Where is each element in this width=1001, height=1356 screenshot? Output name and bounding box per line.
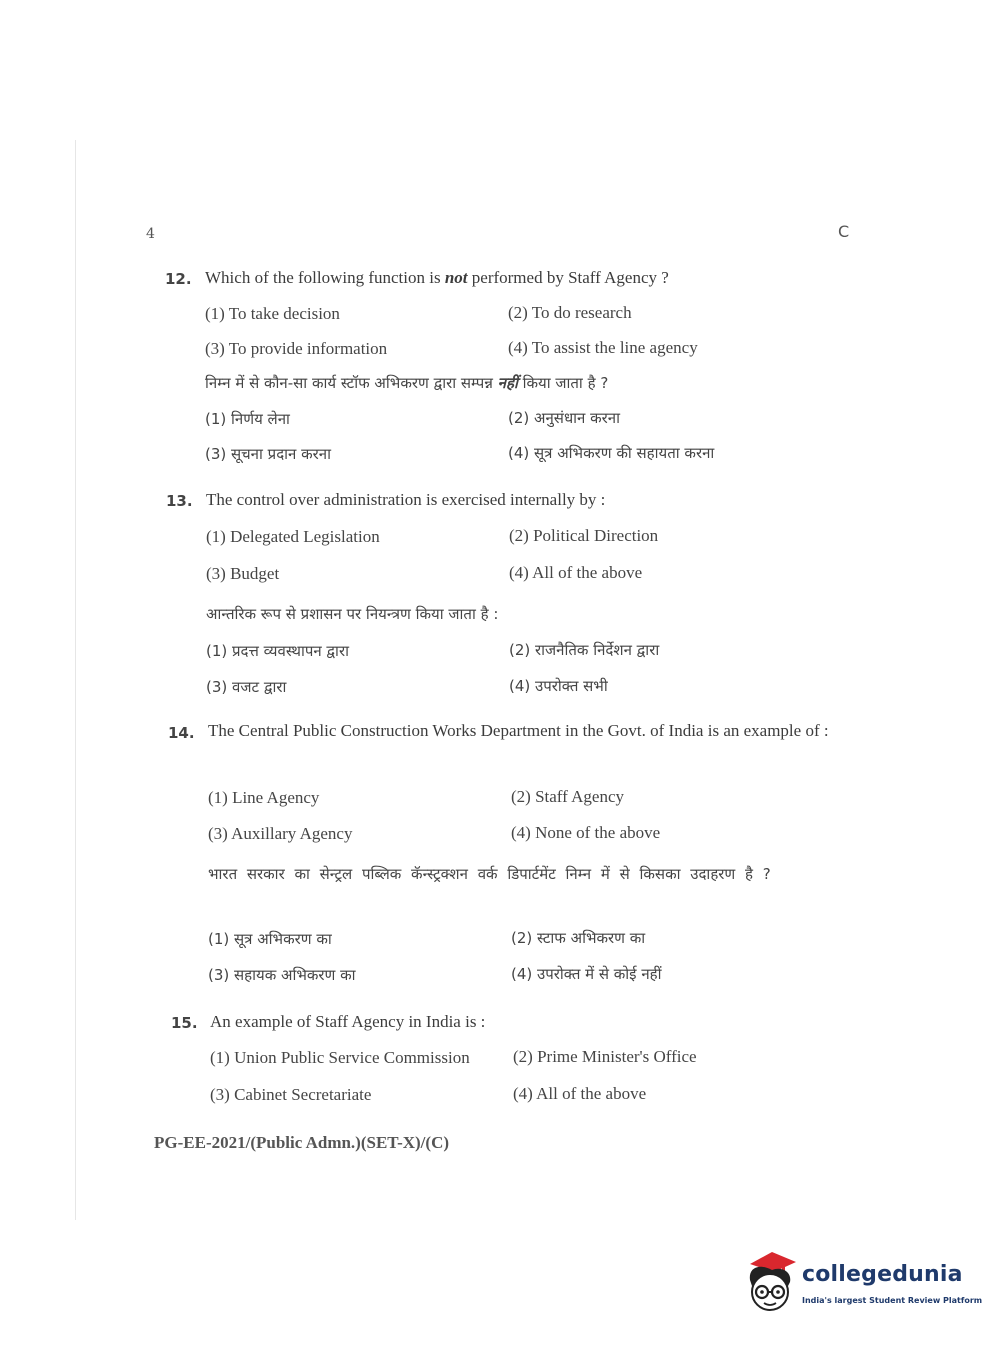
question-text-en: Which of the following function is not performed by Staff Agency ? [205, 268, 669, 287]
question-text-hi: आन्तरिक रूप से प्रशासन पर नियन्त्रण किया जाता है : [206, 605, 499, 623]
option-en-2: (2) Prime Minister's Office [513, 1047, 697, 1066]
option-hi-3: (3) सहायक अभिकरण का [208, 966, 356, 984]
option-hi-4: (4) उपरोक्त सभी [509, 677, 608, 695]
option-hi-1: (1) सूत्र अभिकरण का [208, 930, 332, 948]
question-text-hi: निम्न में से कौन-सा कार्य स्टॉफ अभिकरण द्वारा सम्पन्न नहीं किया जाता है ? [205, 374, 609, 392]
option-en-3: (3) Budget [206, 564, 280, 583]
option-en-3: (3) Cabinet Secretariate [210, 1085, 372, 1104]
option-en-1: (1) Delegated Legislation [206, 527, 380, 546]
set-code: C [838, 222, 850, 241]
option-en-2: (2) Political Direction [509, 526, 659, 545]
page-number: 4 [146, 226, 155, 242]
page-margin-line [75, 140, 76, 1220]
option-en-1: (1) To take decision [205, 304, 340, 323]
option-en-2: (2) Staff Agency [511, 787, 624, 806]
question-text-en: The Central Public Construction Works Department in the Govt. of India is an example of : [208, 721, 829, 740]
option-hi-4: (4) सूत्र अभिकरण की सहायता करना [508, 444, 715, 462]
question-number: 15. [171, 1014, 198, 1032]
option-hi-3: (3) सूचना प्रदान करना [205, 445, 332, 463]
option-en-1: (1) Line Agency [208, 788, 320, 807]
option-hi-2: (2) राजनैतिक निर्देशन द्वारा [509, 641, 660, 659]
mascot-icon [742, 1250, 800, 1314]
option-hi-4: (4) उपरोक्त में से कोई नहीं [511, 965, 662, 983]
option-en-2: (2) To do research [508, 303, 632, 322]
brand-name: collegedunia [802, 1262, 963, 1287]
option-hi-2: (2) अनुसंधान करना [508, 409, 621, 427]
option-hi-1: (1) प्रदत्त व्यवस्थापन द्वारा [206, 642, 349, 660]
question-number: 13. [166, 492, 193, 510]
option-en-3: (3) To provide information [205, 339, 388, 358]
question-text-en: An example of Staff Agency in India is : [210, 1012, 486, 1031]
option-en-4: (4) All of the above [513, 1084, 647, 1103]
option-hi-2: (2) स्टाफ अभिकरण का [511, 929, 646, 947]
option-en-4: (4) To assist the line agency [508, 338, 698, 357]
option-hi-3: (3) वजट द्वारा [206, 678, 287, 696]
question-number: 12. [165, 270, 192, 288]
option-hi-1: (1) निर्णय लेना [205, 410, 290, 428]
question-text-en: The control over administration is exercised internally by : [206, 490, 606, 509]
footer-code: PG-EE-2021/(Public Admn.)(SET-X)/(C) [154, 1133, 450, 1152]
option-en-4: (4) None of the above [511, 823, 661, 842]
option-en-3: (3) Auxillary Agency [208, 824, 353, 843]
question-number: 14. [168, 724, 195, 742]
brand-tagline: India's largest Student Review Platform [802, 1296, 983, 1305]
question-text-hi: भारत सरकार का सेन्ट्रल पब्लिक कॅन्स्ट्रक्शन वर्क डिपार्टमेंट निम्न में से किसका उदाहरण है ? [208, 865, 771, 883]
collegedunia-logo [742, 1250, 983, 1320]
option-en-1: (1) Union Public Service Commission [210, 1048, 470, 1067]
option-en-4: (4) All of the above [509, 563, 643, 582]
